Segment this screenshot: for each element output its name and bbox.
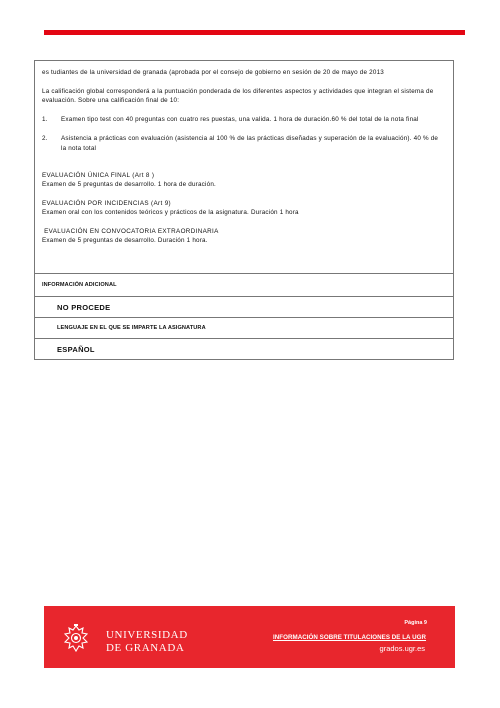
- university-name-line1: UNIVERSIDAD: [106, 629, 188, 641]
- list-number: 2.: [42, 135, 48, 142]
- evaluation-table: [34, 60, 454, 360]
- lenguaje-value: ESPAÑOL: [57, 344, 95, 354]
- eval-extraordinaria-text: Examen de 5 preguntas de desarrollo. Duración 1 hora.: [42, 237, 208, 244]
- list-item: [42, 115, 445, 125]
- lenguaje-label: LENGUAJE EN EL QUE SE IMPARTE LA ASIGNATURA: [57, 325, 206, 331]
- info-adicional-value: NO PROCEDE: [57, 302, 111, 312]
- eval-extraordinaria-heading: EVALUACIÓN EN CONVOCATORIA EXTRAORDINARIA: [42, 228, 219, 235]
- info-adicional-header: [35, 274, 453, 297]
- eval-extraordinaria-block: [42, 227, 445, 245]
- footer-info-link[interactable]: INFORMACIÓN SOBRE TITULACIONES DE LA UGR: [273, 634, 427, 641]
- header-rule: [44, 30, 465, 35]
- grading-text: La calificación global corresponderá a la puntuación ponderada de los diferentes aspectos y actividades que integran el sistema de evaluación. Sobre una calificación final de 10:: [42, 87, 434, 104]
- university-name-line2: DE GRANADA: [106, 641, 185, 654]
- evaluation-section: [35, 61, 453, 274]
- info-adicional-row: [35, 297, 453, 318]
- list-text: Asistencia a prácticas con evaluación (asistencia al 100 % de las prácticas diseñadas y superación de la evaluación). 40 % de la nota total: [61, 135, 439, 152]
- eval-incidencias-heading: EVALUACIÓN POR INCIDENCIAS (Art 9): [42, 200, 171, 207]
- list-text: Examen tipo test con 40 preguntas con cuatro res puestas, una valida. 1 hora de duración.60 % del total de la nota final: [61, 115, 419, 123]
- footer-bar: [44, 606, 455, 668]
- eval-unica-heading: EVALUACIÓN ÚNICA FINAL (Art 8 ): [42, 172, 155, 179]
- lenguaje-row: [35, 339, 453, 359]
- intro-text: es tudiantes de la universidad de granada (aprobada por el consejo de gobierno en sesión de 20 de mayo de 2013: [42, 69, 384, 76]
- info-adicional-label: INFORMACIÓN ADICIONAL: [42, 282, 117, 288]
- list-number: 1.: [42, 115, 48, 123]
- eval-incidencias-block: [42, 199, 445, 217]
- university-seal-icon: [61, 623, 91, 655]
- footer-site-link[interactable]: grados.ugr.es: [379, 644, 425, 653]
- university-name: [106, 629, 188, 654]
- lenguaje-header: [35, 318, 453, 339]
- list-item: [42, 134, 445, 153]
- eval-unica-text: Examen de 5 preguntas de desarrollo. 1 hora de duración.: [42, 181, 216, 188]
- grading-list: [42, 115, 445, 154]
- eval-incidencias-text: Examen oral con los contenidos teóricos y prácticos de la asignatura. Duración 1 hora: [42, 209, 299, 216]
- eval-unica-block: [42, 171, 445, 189]
- page-number: Página 9: [404, 620, 427, 626]
